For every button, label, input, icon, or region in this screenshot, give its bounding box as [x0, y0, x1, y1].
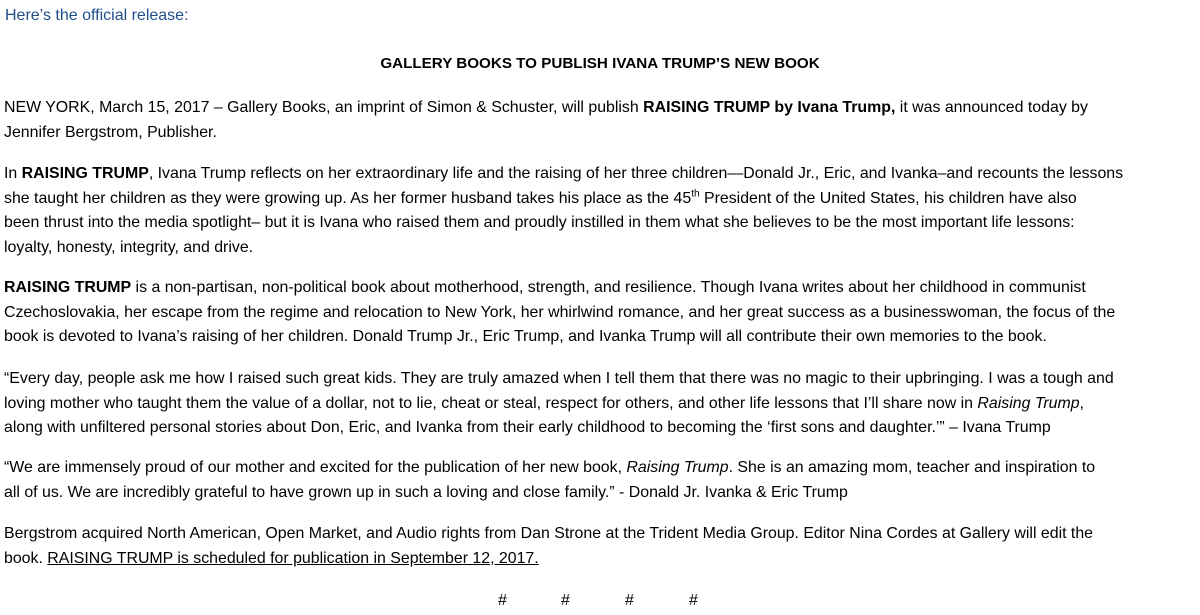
paragraph-announcement — [4, 96, 1196, 145]
paragraph-description — [4, 276, 1196, 350]
intro-text: Here’s the official release: — [5, 7, 189, 24]
paragraph-line: In RAISING TRUMP, Ivana Trump reflects on her extraordinary life and the raising of her three children—Donald Jr., Eric, and Ivanka–and recounts the lessons — [4, 165, 1124, 182]
end-marks — [0, 592, 1200, 614]
paragraph-ivana-quote — [4, 367, 1196, 441]
paragraph-line: RAISING TRUMP is a non-partisan, non-political book about motherhood, strength, and resilience. Though Ivana writes about her childhood in communist — [4, 279, 1086, 296]
book-title-italic: Raising Trump — [977, 394, 1080, 412]
end-mark: # — [625, 592, 634, 609]
paragraph-line: along with unfiltered personal stories about Don, Eric, and Ivanka from their early childhood to becoming the ‘first sons and daughter.’” – Ivana Trump — [4, 419, 1051, 436]
paragraph-line: book. RAISING TRUMP is scheduled for publication in September 12, 2017. — [4, 549, 539, 567]
publication-date-note: RAISING TRUMP is scheduled for publication in September 12, 2017. — [47, 549, 539, 567]
paragraph-rights — [4, 522, 1196, 571]
paragraph-line: Bergstrom acquired North American, Open Market, and Audio rights from Dan Strone at the Trident Media Group. Editor Nina Cordes at Gallery will edit the — [4, 525, 1094, 542]
paragraph-line: “We are immensely proud of our mother and excited for the publication of her new book, Raising Trump. She is an amazing mom, teacher and inspiration to — [4, 459, 1096, 476]
end-mark: # — [561, 592, 570, 609]
end-mark: # — [689, 592, 698, 609]
book-title: RAISING TRUMP — [4, 279, 132, 296]
paragraph-line: Czechoslovakia, her escape from the regime and relocation to New York, her whirlwind romance, and her great success as a businesswoman, the focus of the — [4, 303, 1116, 321]
book-title-author: RAISING TRUMP by Ivana Trump, — [643, 99, 896, 116]
paragraph-line: she taught her children as they were growing up. As her former husband takes his place as the 45th President of the United States, his children have also — [4, 188, 1077, 207]
book-title: RAISING TRUMP — [21, 165, 149, 182]
ordinal-suffix: th — [691, 188, 700, 200]
paragraph-line: been thrust into the media spotlight– but it is Ivana who raised them and proudly instilled in them what she believes to be the most important life lessons: — [4, 214, 1075, 231]
paragraph-line: book is devoted to Ivana’s raising of her children. Donald Trump Jr., Eric Trump, and Ivanka Trump will all contribute their own memories to the book. — [4, 328, 1047, 345]
paragraph-line: Jennifer Bergstrom, Publisher. — [4, 123, 217, 141]
paragraph-line: “Every day, people ask me how I raised such great kids. They are truly amazed when I tell them that there was no magic to their upbringing. I was a tough and — [4, 370, 1114, 387]
book-title-italic: Raising Trump — [626, 459, 729, 476]
paragraph-children-quote — [4, 456, 1196, 505]
headline: GALLERY BOOKS TO PUBLISH IVANA TRUMP’S NEW BOOK — [380, 55, 820, 72]
paragraph-line: all of us. We are incredibly grateful to have grown up in such a loving and close family.” - Donald Jr. Ivanka & Eric Trump — [4, 483, 848, 501]
paragraph-line: loving mother who taught them the value of a dollar, not to lie, cheat or steal, respect for others, and other life lessons that I’ll share now in Raising Trump, — [4, 394, 1084, 412]
end-mark: # — [498, 592, 507, 609]
paragraph-line: NEW YORK, March 15, 2017 – Gallery Books, an imprint of Simon & Schuster, will publish RAISING TRUMP by Ivana Trump, it was announced today by — [4, 99, 1088, 116]
paragraph-summary — [4, 162, 1196, 260]
paragraph-line: loyalty, honesty, integrity, and drive. — [4, 238, 254, 256]
